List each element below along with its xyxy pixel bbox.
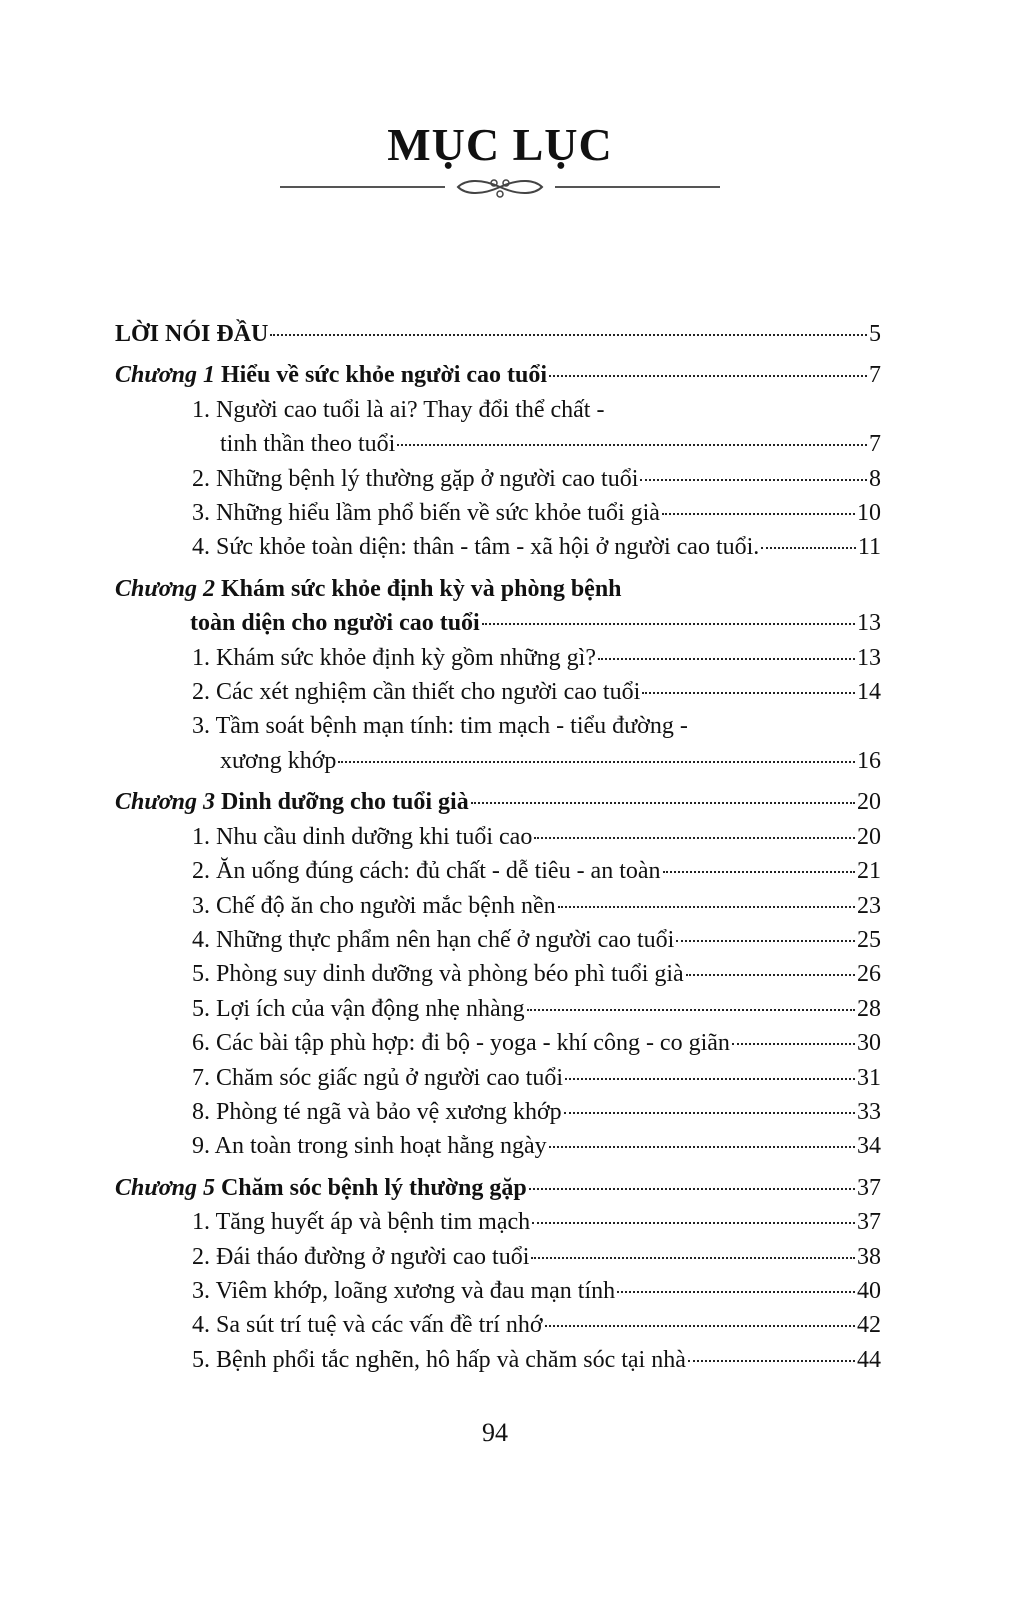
page-number: 94 [482, 1418, 508, 1447]
toc-entry [115, 675, 881, 709]
dot-leader [558, 906, 855, 908]
dot-leader [531, 1257, 855, 1259]
toc-entry [115, 1240, 881, 1274]
toc-entry [115, 992, 881, 1026]
dot-leader [686, 974, 855, 976]
entry-page-number: 5 [869, 321, 881, 347]
toc-entry [115, 923, 881, 957]
dot-leader [565, 1078, 855, 1080]
toc-entry [115, 462, 881, 496]
entry-page-number: 20 [857, 789, 881, 816]
dot-leader [663, 871, 855, 873]
dot-leader [617, 1291, 855, 1293]
entry-page-number: 37 [857, 1174, 881, 1201]
entry-title: 1. Tăng huyết áp và bệnh tim mạch [192, 1209, 531, 1236]
table-of-contents [115, 310, 881, 1377]
toc-entry [115, 1095, 881, 1129]
entry-page-number: 13 [857, 644, 881, 671]
toc-entry [115, 1343, 881, 1377]
entry-title: 4. Sa sút trí tuệ và các vấn đề trí nhớ [192, 1312, 543, 1339]
dot-leader [761, 547, 856, 549]
entry-title: LỜI NÓI ĐẦU [115, 321, 269, 347]
dot-leader [642, 692, 855, 694]
dot-leader [482, 623, 855, 625]
entry-title: 8. Phòng té ngã và bảo vệ xương khớp [192, 1098, 562, 1125]
entry-page-number: 44 [857, 1346, 881, 1373]
entry-page-number: 13 [857, 610, 881, 637]
toc-entry [115, 889, 881, 923]
entry-title: 2. Ăn uống đúng cách: đủ chất - dễ tiêu - an toàn [192, 858, 661, 885]
entry-title: 3. Những hiểu lầm phổ biến về sức khỏe tuổi già [192, 500, 660, 527]
dot-leader [662, 513, 855, 515]
entry-title: Khám sức khỏe định kỳ và phòng bệnh [220, 575, 622, 602]
toc-entry [115, 1129, 881, 1163]
dot-leader [640, 479, 867, 481]
entry-title: 7. Chăm sóc giấc ngủ ở người cao tuổi [192, 1064, 563, 1091]
entry-page-number: 26 [857, 961, 881, 988]
entry-page-number: 42 [857, 1312, 881, 1339]
entry-page-number: 14 [857, 679, 881, 706]
dot-leader [549, 1146, 855, 1148]
entry-page-number: 7 [869, 431, 881, 458]
toc-entry [115, 358, 881, 392]
chapter-label: Chương 2 [115, 575, 215, 602]
toc-entry [115, 641, 881, 675]
chapter-label: Chương 3 [115, 789, 215, 816]
entry-title: 5. Phòng suy dinh dưỡng và phòng béo phì tuổi già [192, 961, 684, 988]
entry-title: 3. Chế độ ăn cho người mắc bệnh nền [192, 892, 556, 919]
page-title: MỤC LỤC [387, 119, 613, 170]
entry-title: 4. Những thực phẩm nên hạn chế ở người cao tuổi [192, 926, 675, 953]
dot-leader [534, 837, 855, 839]
entry-title: toàn diện cho người cao tuổi [190, 610, 480, 637]
entry-page-number: 25 [857, 926, 881, 953]
toc-entry [115, 957, 881, 991]
entry-title: 2. Những bệnh lý thường gặp ở người cao tuổi [192, 465, 639, 492]
entry-title: 3. Viêm khớp, loãng xương và đau mạn tính [192, 1277, 616, 1304]
dot-leader [545, 1325, 855, 1327]
entry-page-number: 37 [857, 1209, 881, 1236]
entry-title: 2. Các xét nghiệm cần thiết cho người cao tuổi [192, 679, 641, 706]
divider-ornament-icon [280, 174, 720, 204]
toc-entry [115, 496, 881, 530]
entry-page-number: 8 [869, 465, 881, 492]
dot-leader [688, 1360, 855, 1362]
dot-leader [598, 658, 855, 660]
entry-title: 1. Khám sức khỏe định kỳ gồm những gì? [192, 644, 596, 671]
toc-entry [115, 530, 881, 564]
entry-page-number: 34 [857, 1133, 881, 1160]
dot-leader [270, 334, 867, 336]
entry-title: 4. Sức khỏe toàn diện: thân - tâm - xã hội ở người cao tuổi. [192, 534, 760, 561]
entry-title: Hiểu về sức khỏe người cao tuổi [220, 362, 548, 389]
entry-title: 3. Tầm soát bệnh mạn tính: tim mạch - tiểu đường - [192, 713, 688, 740]
entry-title: 2. Đái tháo đường ở người cao tuổi [192, 1243, 530, 1270]
entry-title: Dinh dưỡng cho tuổi già [220, 789, 469, 816]
dot-leader [532, 1222, 855, 1224]
entry-page-number: 40 [857, 1277, 881, 1304]
toc-entry [115, 572, 881, 641]
toc-entry [115, 1061, 881, 1095]
dot-leader [549, 375, 867, 377]
toc-entry [115, 820, 881, 854]
entry-page-number: 7 [869, 362, 881, 389]
dot-leader [564, 1112, 855, 1114]
dot-leader [338, 761, 855, 763]
entry-page-number: 10 [857, 500, 881, 527]
toc-entry [115, 1171, 881, 1205]
toc-entry [115, 785, 881, 819]
entry-page-number: 16 [857, 747, 881, 774]
toc-entry [115, 854, 881, 888]
entry-page-number: 11 [857, 534, 881, 561]
entry-title: 6. Các bài tập phù hợp: đi bộ - yoga - khí công - co giãn [192, 1030, 730, 1057]
entry-page-number: 38 [857, 1243, 881, 1270]
chapter-label: Chương 5 [115, 1174, 215, 1201]
entry-title: 9. An toàn trong sinh hoạt hằng ngày [192, 1133, 547, 1160]
entry-title: 1. Nhu cầu dinh dưỡng khi tuổi cao [192, 823, 533, 850]
entry-title: 5. Bệnh phổi tắc nghẽn, hô hấp và chăm sóc tại nhà [192, 1346, 686, 1373]
entry-page-number: 20 [857, 823, 881, 850]
dot-leader [527, 1009, 855, 1011]
toc-entry [115, 1308, 881, 1342]
entry-page-number: 31 [857, 1064, 881, 1091]
dot-leader [529, 1188, 855, 1190]
dot-leader [676, 940, 855, 942]
dot-leader [397, 444, 867, 446]
toc-entry [115, 317, 881, 351]
toc-entry [115, 1205, 881, 1239]
entry-page-number: 30 [857, 1030, 881, 1057]
entry-title: Chăm sóc bệnh lý thường gặp [220, 1174, 527, 1201]
entry-title: 5. Lợi ích của vận động nhẹ nhàng [192, 995, 525, 1022]
chapter-label: Chương 1 [115, 362, 215, 389]
toc-entry [115, 393, 881, 462]
entry-title: tinh thần theo tuổi [220, 431, 396, 458]
entry-page-number: 33 [857, 1098, 881, 1125]
entry-title: xương khớp [220, 747, 337, 774]
dot-leader [471, 802, 855, 804]
toc-entry [115, 1274, 881, 1308]
toc-entry [115, 709, 881, 778]
entry-title: 1. Người cao tuổi là ai? Thay đổi thể chất - [192, 396, 605, 423]
entry-page-number: 28 [857, 995, 881, 1022]
dot-leader [732, 1043, 855, 1045]
toc-entry [115, 1026, 881, 1060]
entry-page-number: 21 [857, 858, 881, 885]
entry-page-number: 23 [857, 892, 881, 919]
